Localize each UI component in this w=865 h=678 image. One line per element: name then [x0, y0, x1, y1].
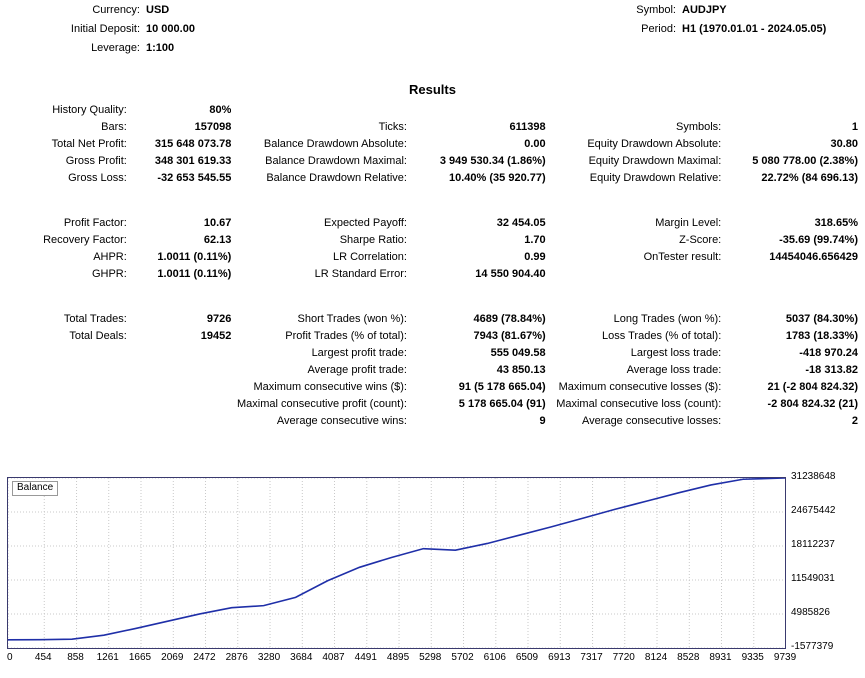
stat-label: Short Trades (won %): [297, 313, 407, 325]
stat-value: 21 (-2 804 824.32) [767, 381, 858, 393]
chart-y-tick: 11549031 [791, 573, 835, 584]
stat-label: Largest loss trade: [630, 347, 722, 359]
chart-x-tick: 7317 [580, 652, 603, 663]
stat-value: 10.67 [203, 217, 232, 229]
chart-x-tick: 4895 [386, 652, 410, 663]
stat-label: Symbols: [676, 121, 722, 133]
stats-row [0, 415, 858, 432]
stat-value: 32 454.05 [496, 217, 546, 229]
stat-label: Total Trades: [63, 313, 127, 325]
currency-label: Currency: [92, 4, 140, 16]
chart-x-tick: 6106 [483, 652, 506, 663]
stat-value: 1.0011 (0.11%) [157, 268, 232, 280]
chart-plot-area [7, 477, 786, 649]
stat-value: 9 [539, 415, 546, 427]
chart-canvas [8, 478, 785, 648]
chart-x-tick: 9335 [741, 652, 764, 663]
stat-label: GHPR: [91, 268, 127, 280]
stat-value: 1 [851, 121, 858, 133]
stat-value: -418 970.24 [799, 347, 858, 359]
stat-label: Equity Drawdown Relative: [589, 172, 722, 184]
stat-value: 555 049.58 [490, 347, 546, 359]
stat-value: 14454046.656429 [769, 251, 858, 263]
stat-label: Equity Drawdown Maximal: [588, 155, 722, 167]
stat-value: 9726 [206, 313, 232, 325]
stat-value: 19452 [200, 330, 232, 342]
stat-value: -32 653 545.55 [157, 172, 232, 184]
stat-label: Maximal consecutive profit (count): [237, 398, 407, 410]
stat-value: 611398 [509, 121, 546, 133]
chart-x-tick: 858 [67, 652, 84, 663]
stats-row [0, 330, 858, 347]
chart-x-tick: 2876 [225, 652, 248, 663]
stat-label: Largest profit trade: [311, 347, 407, 359]
stat-label: LR Standard Error: [314, 268, 407, 280]
stats-row [0, 234, 858, 251]
header-row [0, 23, 865, 42]
chart-x-tick: 3684 [290, 652, 313, 663]
stat-value: 5 178 665.04 (91) [458, 398, 546, 410]
stat-label: Balance Drawdown Absolute: [263, 138, 407, 150]
stat-value: -18 313.82 [805, 364, 858, 376]
stats-row [0, 381, 858, 398]
stat-label: History Quality: [52, 104, 127, 116]
symbol-label: Symbol: [636, 4, 676, 16]
chart-y-tick: 31238648 [791, 471, 836, 482]
initial-deposit-value: 10 000.00 [146, 23, 195, 35]
stat-label: Total Net Profit: [51, 138, 127, 150]
stat-value: 14 550 904.40 [475, 268, 546, 280]
stat-value: -2 804 824.32 (21) [767, 398, 858, 410]
balance-chart [7, 471, 858, 672]
chart-x-axis [7, 652, 797, 668]
stat-label: Total Deals: [69, 330, 127, 342]
chart-x-tick: 2472 [193, 652, 216, 663]
header-row [0, 42, 865, 61]
stats-row [0, 364, 858, 381]
leverage-label: Leverage: [91, 42, 140, 54]
stat-label: Profit Trades (% of total): [285, 330, 407, 342]
period-label: Period: [641, 23, 676, 35]
stat-label: Margin Level: [655, 217, 722, 229]
stats-row [0, 251, 858, 268]
stat-value: 318.65% [814, 217, 858, 229]
stat-value: 22.72% (84 696.13) [761, 172, 858, 184]
stats-row [0, 398, 858, 415]
stat-value: 80% [209, 104, 232, 116]
chart-y-axis [791, 471, 861, 652]
stat-label: Average consecutive wins: [276, 415, 407, 427]
chart-x-tick: 454 [34, 652, 52, 663]
stats-row-spacer [0, 285, 858, 313]
page-title: Results [409, 82, 456, 97]
stat-label: Gross Profit: [65, 155, 127, 167]
stat-label: Equity Drawdown Absolute: [587, 138, 722, 150]
chart-x-tick: 8124 [644, 652, 668, 663]
chart-y-tick: -1577379 [791, 641, 834, 652]
chart-y-tick: 24675442 [791, 505, 836, 516]
stat-label: Maximum consecutive wins ($): [253, 381, 407, 393]
stat-value: 1783 (18.33%) [785, 330, 858, 342]
stat-value: 5 080 778.00 (2.38%) [752, 155, 858, 167]
stats-row [0, 268, 858, 285]
stat-label: Average profit trade: [307, 364, 407, 376]
chart-x-tick: 1261 [96, 652, 119, 663]
chart-x-tick: 5298 [419, 652, 442, 663]
stat-value: 7943 (81.67%) [473, 330, 546, 342]
stat-value: 2 [851, 415, 858, 427]
chart-y-tick: 18112237 [791, 539, 835, 550]
stat-value: -35.69 (99.74%) [779, 234, 858, 246]
stats-row [0, 217, 858, 234]
stats-row [0, 313, 858, 330]
chart-x-tick: 5702 [451, 652, 474, 663]
chart-x-tick: 9739 [773, 652, 797, 663]
header-row [0, 4, 865, 23]
chart-y-tick: 4985826 [791, 607, 830, 618]
currency-value: USD [146, 4, 170, 16]
stats-row [0, 104, 858, 121]
chart-x-tick: 4491 [354, 652, 377, 663]
stats-row-spacer [0, 189, 858, 217]
chart-x-tick: 1665 [128, 652, 152, 663]
stat-label: Gross Loss: [68, 172, 127, 184]
stat-label: Profit Factor: [63, 217, 127, 229]
stat-label: Balance Drawdown Maximal: [265, 155, 407, 167]
stat-value: 10.40% (35 920.77) [449, 172, 546, 184]
stats-row [0, 172, 858, 189]
stat-value: 0.00 [524, 138, 546, 150]
stat-label: Recovery Factor: [43, 234, 127, 246]
stat-label: Bars: [101, 121, 127, 133]
stat-value: 0.99 [524, 251, 546, 263]
stat-value: 4689 (78.84%) [473, 313, 546, 325]
report-header [0, 4, 865, 60]
chart-x-tick: 6509 [515, 652, 539, 663]
stats-row [0, 347, 858, 364]
stat-value: 348 301 619.33 [154, 155, 232, 167]
stat-value: 315 648 073.78 [154, 138, 232, 150]
chart-x-tick: 0 [7, 652, 13, 663]
stat-label: AHPR: [93, 251, 127, 263]
leverage-value: 1:100 [146, 42, 175, 54]
stat-value: 3 949 530.34 (1.86%) [439, 155, 546, 167]
stat-value: 1.70 [524, 234, 546, 246]
stat-label: Balance Drawdown Relative: [266, 172, 407, 184]
stat-value: 43 850.13 [496, 364, 546, 376]
stat-value: 5037 (84.30%) [785, 313, 858, 325]
stat-value: 1.0011 (0.11%) [157, 251, 232, 263]
chart-x-tick: 7720 [612, 652, 635, 663]
stat-label: Ticks: [378, 121, 407, 133]
chart-x-tick: 3280 [257, 652, 281, 663]
chart-x-tick: 8528 [677, 652, 700, 663]
stats-row [0, 138, 858, 155]
statistics-grid [0, 104, 858, 432]
chart-x-tick: 6913 [548, 652, 571, 663]
initial-deposit-label: Initial Deposit: [70, 23, 140, 35]
stat-label: Average consecutive losses: [582, 415, 722, 427]
stat-value: 91 (5 178 665.04) [458, 381, 546, 393]
chart-x-tick: 8931 [709, 652, 732, 663]
chart-legend: Balance [12, 481, 58, 496]
stat-label: OnTester result: [643, 251, 722, 263]
stat-label: Expected Payoff: [323, 217, 407, 229]
stat-label: Sharpe Ratio: [339, 234, 407, 246]
stats-row [0, 155, 858, 172]
chart-x-tick: 4087 [322, 652, 345, 663]
stats-row [0, 121, 858, 138]
chart-x-tick: 2069 [161, 652, 184, 663]
symbol-value: AUDJPY [682, 4, 727, 16]
stat-label: Z-Score: [679, 234, 722, 246]
stat-value: 157098 [194, 121, 232, 133]
stat-label: Maximal consecutive loss (count): [556, 398, 722, 410]
stat-label: Maximum consecutive losses ($): [558, 381, 722, 393]
period-value: H1 (1970.01.01 - 2024.05.05) [682, 23, 827, 35]
stat-label: Loss Trades (% of total): [602, 330, 722, 342]
stat-value: 30.80 [830, 138, 858, 150]
stat-label: Long Trades (won %): [613, 313, 722, 325]
stat-label: Average loss trade: [626, 364, 722, 376]
stat-value: 62.13 [203, 234, 232, 246]
stat-label: LR Correlation: [332, 251, 407, 263]
